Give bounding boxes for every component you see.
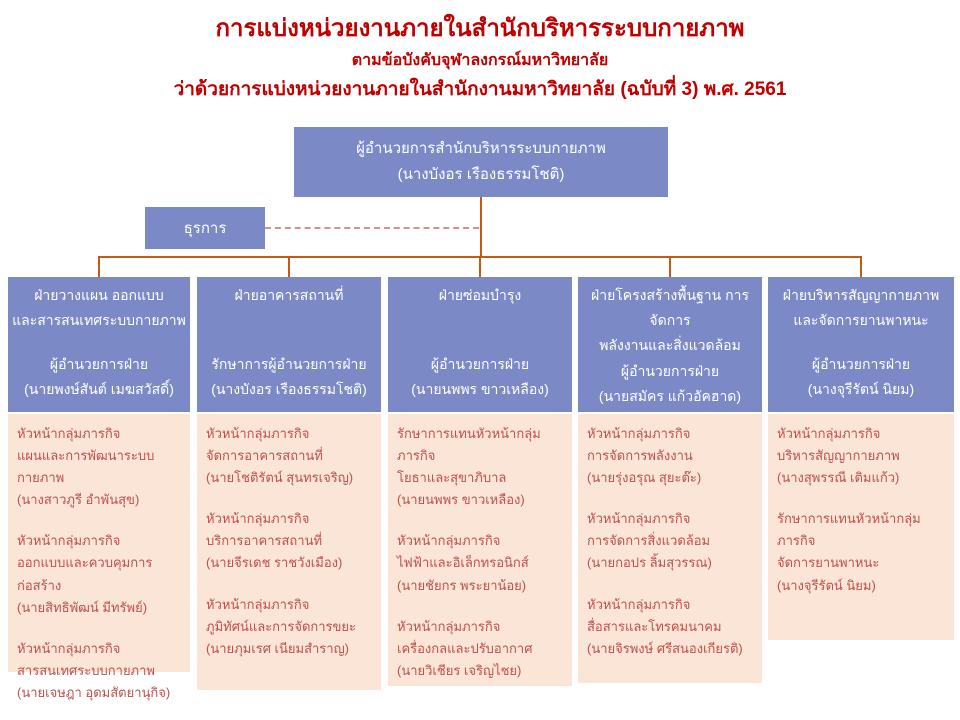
dept-header-box: [768, 277, 954, 412]
dept-role-line: (นายพงษ์สันต์ เมฆสวัสดิ์): [24, 380, 174, 397]
dept-group: [397, 530, 566, 596]
dept-body-box: [388, 414, 572, 686]
director-title: ผู้อำนวยการสำนักบริหารระบบกายภาพ: [356, 139, 606, 157]
dept-group: [17, 638, 184, 704]
admin-unit-label: ธุรการ: [183, 220, 227, 237]
dept-group-line: จัดการอาคารสถานที่: [206, 448, 323, 464]
dept-group-line: หัวหน้ากลุ่มภารกิจ: [397, 618, 501, 634]
dept-group-line: หัวหน้ากลุ่มภารกิจ: [587, 596, 691, 612]
dept-group-line: หัวหน้ากลุ่มภารกิจ: [17, 533, 121, 549]
dept-group-line: สารสนเทศระบบกายภาพ: [17, 662, 155, 678]
director-name: (นางบังอร เรืองธรรมโชติ): [397, 166, 565, 183]
dept-group-line: ภูมิทัศน์และการจัดการขยะ: [206, 618, 357, 634]
connector-drop: [98, 256, 100, 279]
dept-role-line: ผู้อำนวยการฝ่าย: [49, 355, 149, 372]
dept-group-line: แผนและการพัฒนาระบบกายภาพ: [17, 448, 155, 486]
dept-group: [206, 423, 375, 489]
dept-group: [206, 508, 375, 574]
dept-group-line: (นายเจษฎา อุดมสัตยานุกิจ): [17, 684, 171, 700]
dept-group-line: หัวหน้ากลุ่มภารกิจ: [587, 426, 691, 441]
chart-title-line1: การแบ่งหน่วยงานภายในสำนักบริหารระบบกายภาพ: [215, 15, 745, 42]
chart-title-line3: ว่าด้วยการแบ่งหน่วยงานภายในสำนักงานมหาวิทยาลัย (ฉบับที่ 3) พ.ศ. 2561: [173, 78, 787, 100]
dept-role-line: ผู้อำนวยการฝ่าย: [620, 362, 720, 379]
dept-group-line: โยธาและสุขาภิบาล: [397, 470, 507, 486]
dept-body-box: [768, 414, 954, 640]
dept-group-line: หัวหน้ากลุ่มภารกิจ: [397, 533, 501, 549]
dept-body-box: [8, 414, 190, 700]
dept-group-line: จัดการยานพาหนะ: [777, 555, 880, 571]
dept-group-line: (นายโชติรัตน์ สุนทรเจริญ): [206, 470, 354, 486]
dept-body-box: [197, 414, 381, 690]
dept-group-line: หัวหน้ากลุ่มภารกิจ: [17, 426, 121, 441]
dept-group-line: (นายวิเชียร เจริญไชย): [397, 662, 522, 678]
dept-title-line: ฝ่ายซ่อมบำรุง: [438, 287, 522, 303]
dept-title-line: และจัดการยานพาหนะ: [793, 312, 929, 329]
dept-group-line: หัวหน้ากลุ่มภารกิจ: [206, 426, 310, 441]
dept-title-line: พลังงานและสิ่งแวดล้อม: [599, 337, 741, 354]
connector-director-vertical: [480, 197, 482, 257]
dept-role-line: ผู้อำนวยการฝ่าย: [430, 355, 530, 372]
dept-group: [397, 616, 566, 682]
dept-group-line: บริหารสัญญากายภาพ: [777, 448, 900, 464]
dept-group: [17, 423, 184, 511]
connector-drop: [669, 256, 671, 279]
dept-group: [587, 594, 756, 660]
dept-group-line: (นายสิทธิพัฒน์ มีทรัพย์): [17, 599, 148, 615]
dept-group-line: หัวหน้ากลุ่มภารกิจ: [17, 640, 121, 656]
dept-group-line: บริการอาคารสถานที่: [206, 533, 323, 549]
dept-group: [587, 423, 756, 489]
dept-group-line: รักษาการแทนหัวหน้ากลุ่มภารกิจ: [397, 426, 541, 464]
dept-group-line: (นายจีรเดช ราชวังเมือง): [206, 555, 343, 571]
dept-header-box: [578, 277, 762, 412]
dept-group-line: หัวหน้ากลุ่มภารกิจ: [206, 511, 310, 527]
dept-title-line: ฝ่ายอาคารสถานที่: [234, 287, 344, 303]
dept-role-line: (นางจุรีรัตน์ นิยม): [807, 380, 915, 397]
connector-drop: [479, 256, 481, 279]
dept-group-line: (นางสุพรรณี เติมแก้ว): [777, 470, 900, 486]
dept-header-box: [388, 277, 572, 412]
dept-group-line: หัวหน้ากลุ่มภารกิจ: [587, 511, 691, 527]
dept-group: [17, 530, 184, 618]
dept-group-line: ออกแบบและควบคุมการก่อสร้าง: [17, 555, 153, 593]
dept-group-line: สื่อสารและโทรคมนาคม: [587, 618, 722, 634]
chart-title: [0, 13, 960, 103]
dept-group-line: (นายชัยกร พระยาน้อย): [397, 577, 527, 593]
dept-group-line: (นายกอปร ลิ้มสุวรรณ): [587, 555, 712, 571]
admin-unit-box: [145, 207, 265, 249]
dept-group-line: เครื่องกลและปรับอากาศ: [397, 640, 533, 656]
dept-group-line: ไฟฟ้าและอิเล็กทรอนิกส์: [397, 555, 529, 571]
dept-group: [206, 594, 375, 660]
dept-group-line: การจัดการสิ่งแวดล้อม: [587, 533, 711, 549]
dept-group: [777, 423, 948, 489]
dept-header-box: [8, 277, 190, 412]
director-box: [294, 127, 668, 197]
connector-drop: [288, 256, 290, 279]
dept-role-line: (นางบังอร เรืองธรรมโชติ): [211, 380, 367, 397]
dept-group-line: (นางสาวภูรี อำพันสุข): [17, 492, 140, 508]
dept-group: [777, 508, 948, 596]
dept-body-box: [578, 414, 762, 683]
dept-group: [397, 423, 566, 511]
dept-group-line: รักษาการแทนหัวหน้ากลุ่มภารกิจ: [777, 511, 921, 549]
dept-group-line: (นายภุมเรศ เนียมสำราญ): [206, 640, 349, 656]
chart-title-line2: ตามข้อบังคับจุฬาลงกรณ์มหาวิทยาลัย: [351, 52, 609, 70]
dept-role-line: (นายนพพร ขาวเหลือง): [411, 380, 549, 397]
dept-title-line: ฝ่ายวางแผน ออกแบบ: [34, 287, 164, 303]
dept-title-line: และสารสนเทศระบบกายภาพ: [12, 312, 186, 329]
dept-group-line: (นายนพพร ขาวเหลือง): [397, 492, 525, 508]
dept-group-line: (นางจุรีรัตน์ นิยม): [777, 577, 876, 593]
dept-group-line: (นายรุ่งอรุณ สุยะต๊ะ): [587, 470, 702, 486]
dept-header-box: [197, 277, 381, 412]
dept-group-line: หัวหน้ากลุ่มภารกิจ: [777, 426, 881, 441]
dept-title-line: ฝ่ายบริหารสัญญากายภาพ: [782, 287, 940, 303]
dept-role-line: ผู้อำนวยการฝ่าย: [811, 355, 911, 372]
connector-drop: [860, 256, 862, 279]
dept-group-line: หัวหน้ากลุ่มภารกิจ: [206, 596, 310, 612]
dept-group-line: การจัดการพลังงาน: [587, 448, 693, 464]
dept-group-line: (นายจิรพงษ์ ศรีสนองเกียรติ): [587, 640, 743, 656]
dept-role-line: (นายสมัคร แก้วอัคฮาด): [598, 387, 742, 404]
dept-group: [587, 508, 756, 574]
dept-role-line: รักษาการผู้อำนวยการฝ่าย: [211, 355, 367, 372]
dept-title-line: ฝ่ายโครงสร้างพื้นฐาน การจัดการ: [591, 287, 749, 329]
connector-admin-dashed: [265, 227, 479, 229]
